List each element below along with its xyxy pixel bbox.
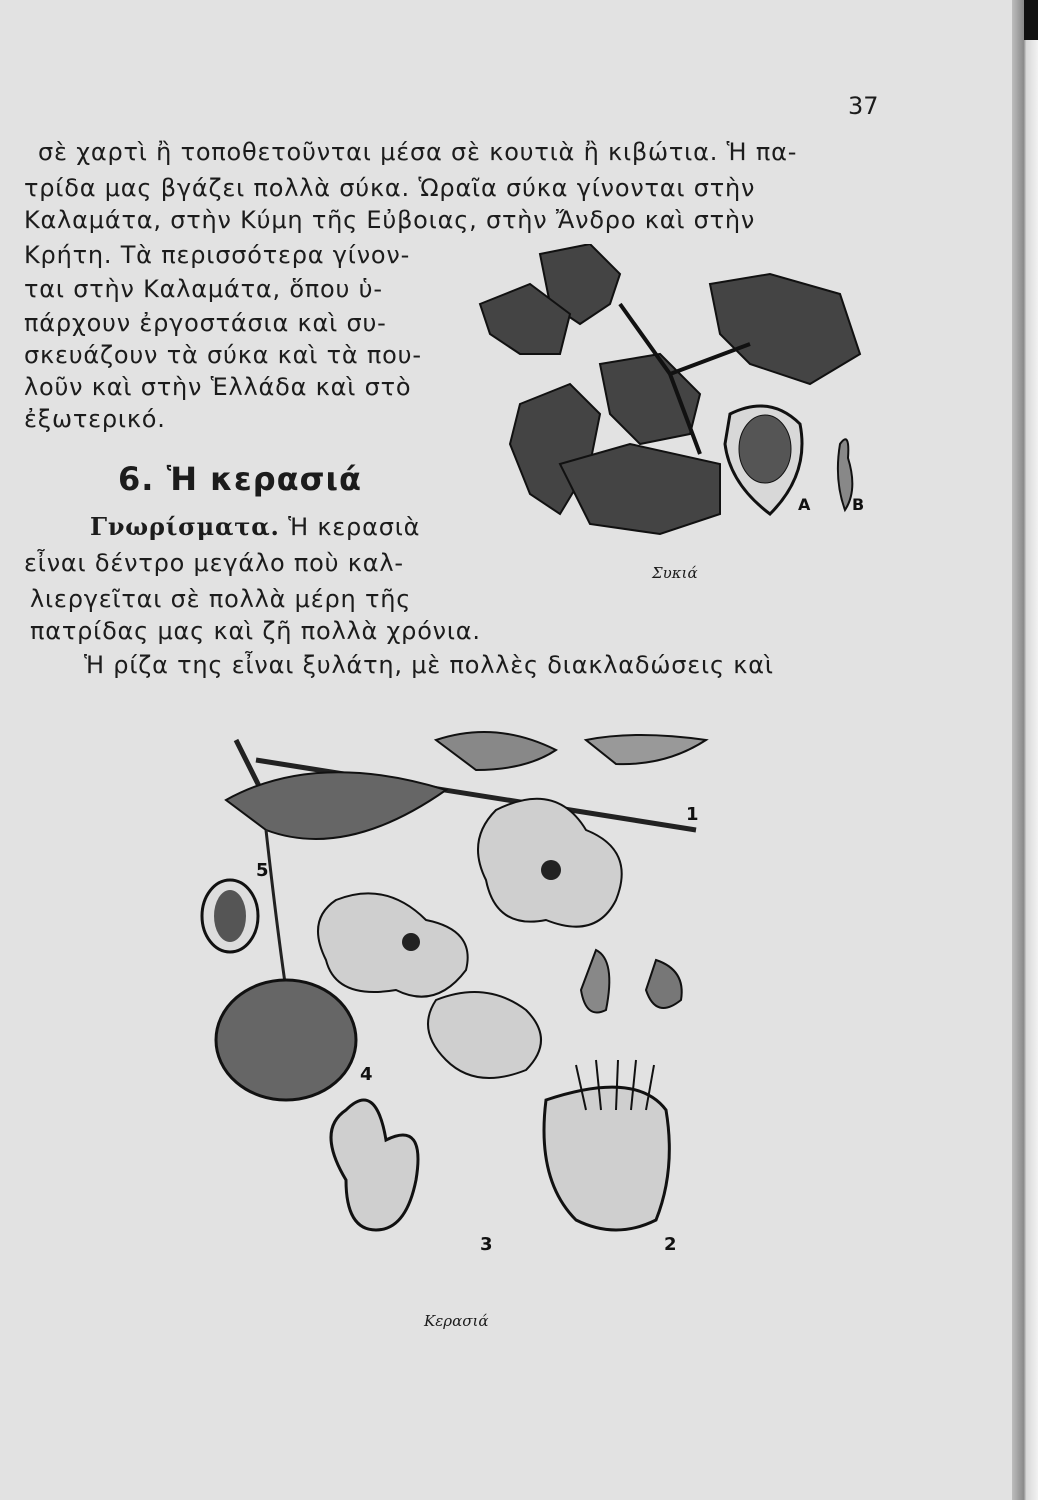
text-line: ται στὴν Καλαμάτα, ὅπου ὑ- — [24, 275, 383, 303]
text-line: ἐξωτερικό. — [24, 405, 166, 433]
book-gutter — [1012, 0, 1038, 1500]
cherry-label-5: 5 — [256, 860, 269, 881]
text-line: Ἡ ρίζα της εἶναι ξυλάτη, μὲ πολλὲς διακλαδώσεις καὶ — [84, 651, 774, 679]
text-line — [90, 512, 420, 542]
page-number: 37 — [848, 92, 879, 120]
cherry-caption: Κερασιά — [424, 1312, 489, 1330]
section-heading: 6. Ἡ κερασιά — [118, 460, 362, 498]
text-line: λοῦν καὶ στὴν Ἑλλάδα καὶ στὸ — [24, 373, 412, 401]
text-line: σὲ χαρτὶ ἢ τοποθετοῦνται μέσα σὲ κουτιὰ ἢ κιβώτια. Ἡ πα- — [38, 138, 798, 166]
text-line: λιεργεῖται σὲ πολλὰ μέρη τῆς — [30, 585, 412, 613]
fig-caption: Συκιά — [652, 564, 698, 582]
cherry-label-2: 2 — [664, 1234, 677, 1255]
cherry-label-4: 4 — [360, 1064, 373, 1085]
section-term: Γνωρίσματα. — [90, 512, 280, 541]
cherry-label-3: 3 — [480, 1234, 493, 1255]
text-line: σκευάζουν τὰ σύκα καὶ τὰ που- — [24, 341, 422, 369]
text-line: εἶναι δέντρο μεγάλο ποὺ καλ- — [24, 549, 404, 577]
fig-tree-illustration — [470, 244, 870, 558]
cherry-label-1: 1 — [686, 804, 699, 825]
fig-label-b: Β — [852, 495, 865, 514]
text-line: Καλαμάτα, στὴν Κύμη τῆς Εὐβοιας, στὴν Ἄνδρο καὶ στὴν — [24, 206, 756, 234]
section-first-line-rest: Ἡ κερασιὰ — [288, 513, 421, 541]
text-line: πάρχουν ἐργοστάσια καὶ συ- — [24, 309, 387, 337]
text-line: πατρίδας μας καὶ ζῆ πολλὰ χρόνια. — [30, 617, 481, 645]
text-line: Κρήτη. Τὰ περισσότερα γίνον- — [24, 241, 411, 269]
book-gutter-shadow — [1024, 0, 1038, 40]
text-line: τρίδα μας βγάζει πολλὰ σύκα. Ὡραῖα σύκα γίνονται στὴν — [24, 174, 756, 202]
fig-label-a: Α — [798, 495, 811, 514]
cherry-tree-illustration — [196, 720, 736, 1260]
